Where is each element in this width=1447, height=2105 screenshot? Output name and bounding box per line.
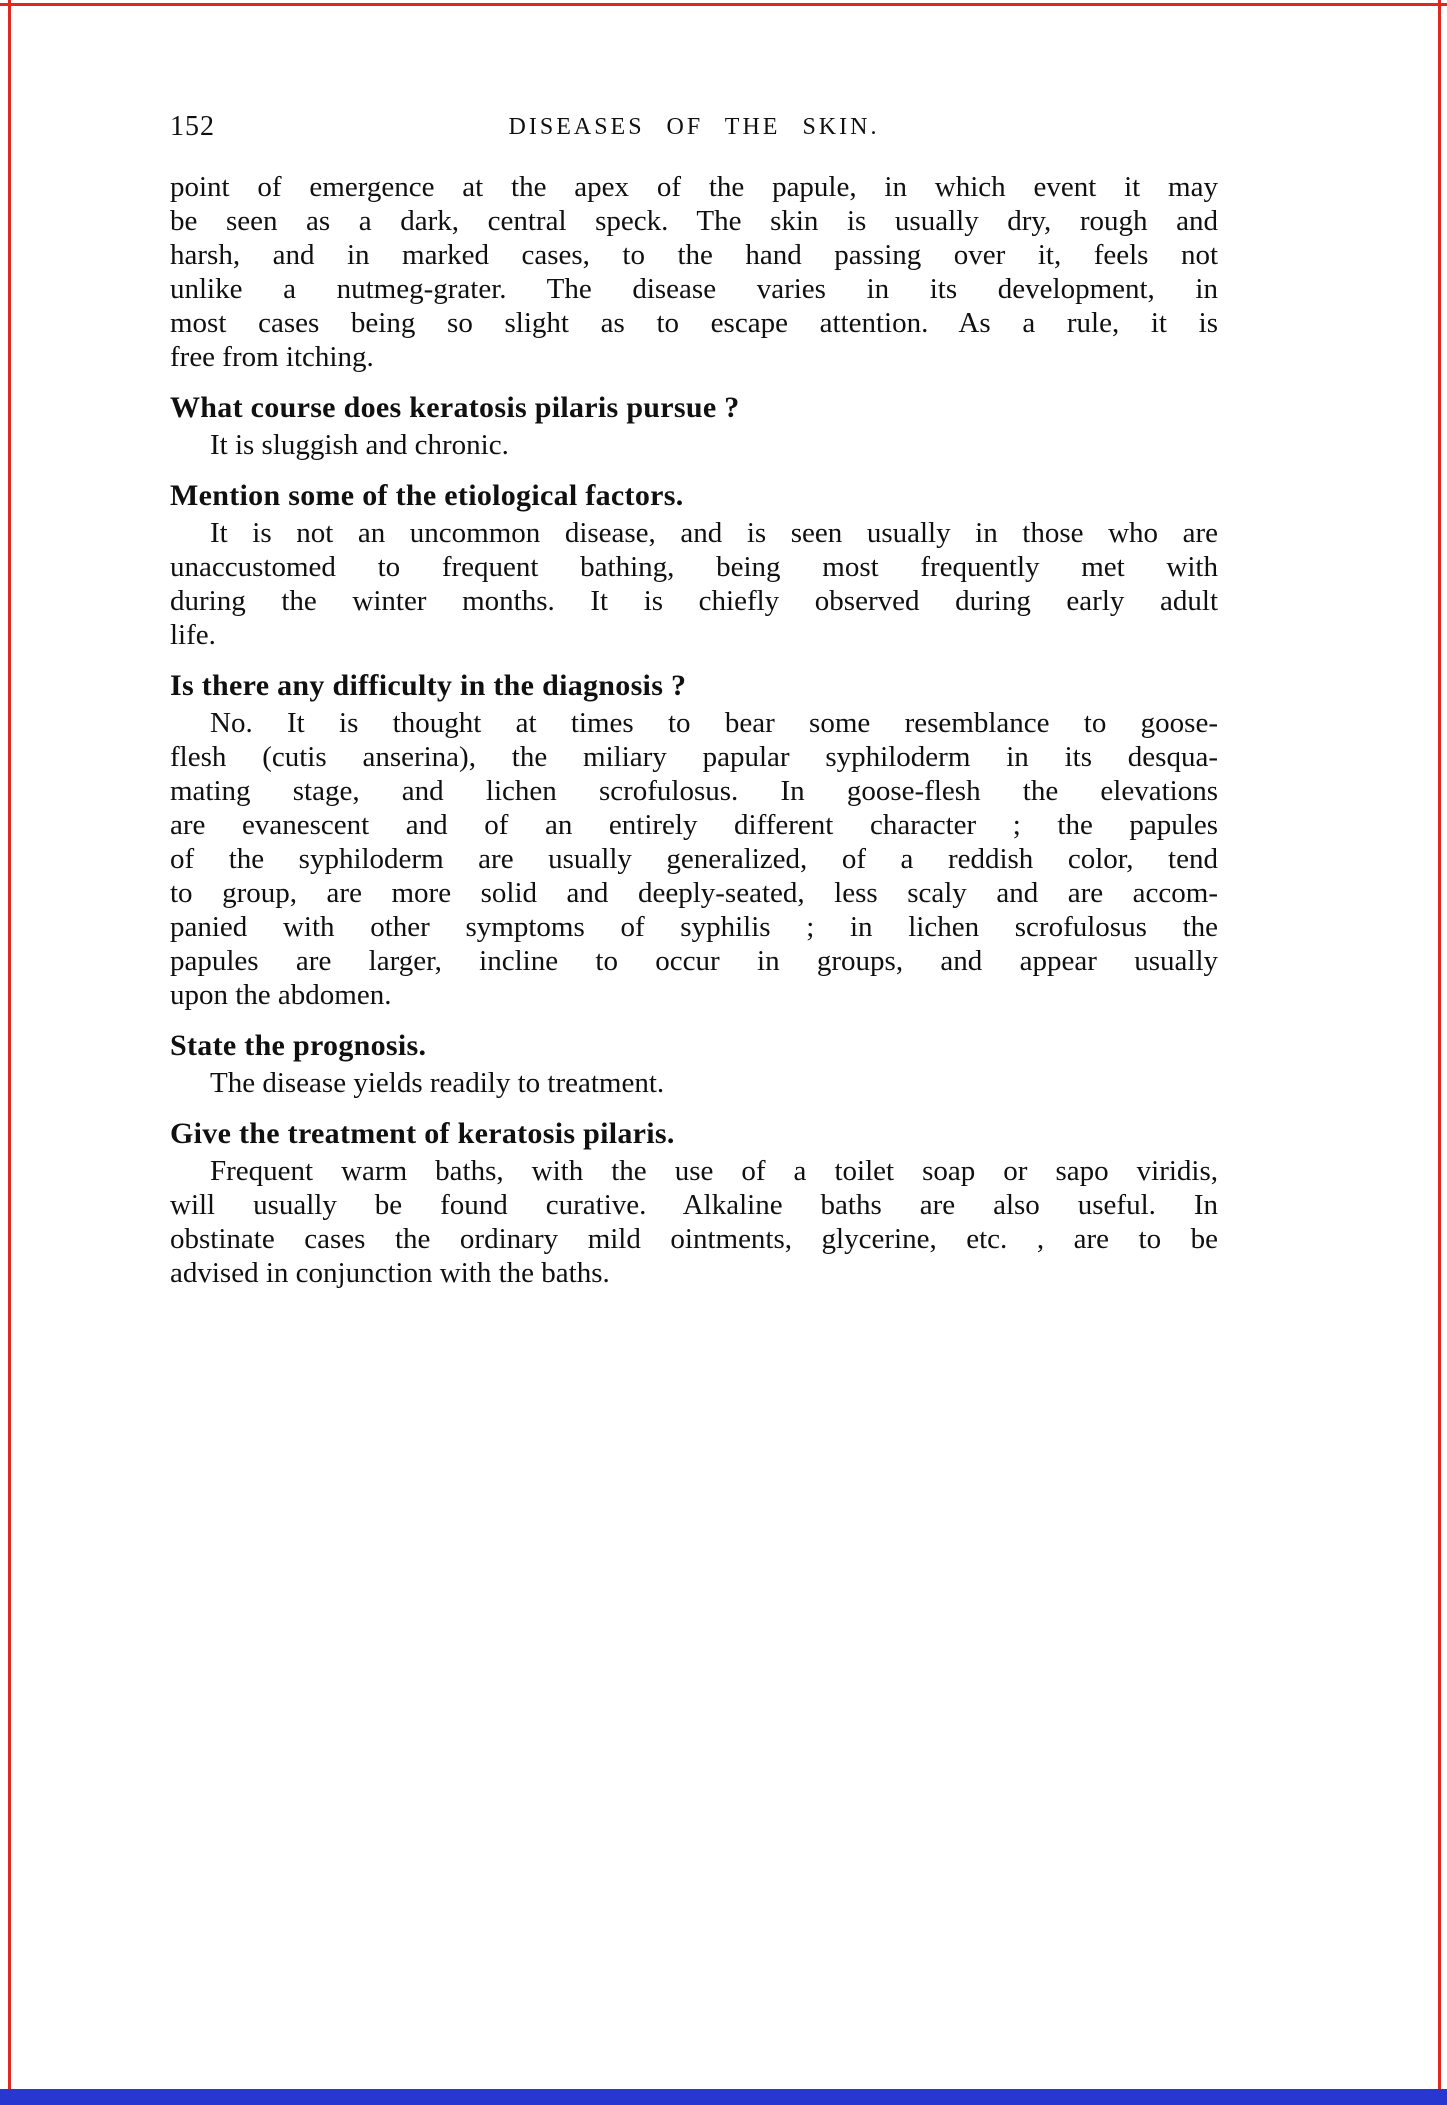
text-line: What course does keratosis pilaris pursue ? xyxy=(170,391,740,424)
page-header xyxy=(170,110,1218,148)
text-line: mating stage, and lichen scrofulosus. In goose-flesh the elevations xyxy=(170,775,1218,807)
running-title: DISEASES OF THE SKIN. xyxy=(508,114,880,140)
text-line: It is not an uncommon disease, and is seen usually in those who are xyxy=(210,517,1218,549)
text-line: panied with other symptoms of syphilis ; in lichen scrofulosus the xyxy=(170,911,1218,943)
text-line: State the prognosis. xyxy=(170,1029,427,1062)
question-heading xyxy=(170,669,1218,703)
text-line: Give the treatment of keratosis pilaris. xyxy=(170,1117,675,1150)
text-line: advised in conjunction with the baths. xyxy=(170,1257,610,1289)
text-line: free from itching. xyxy=(170,341,374,373)
text-line: to group, are more solid and deeply-seated, less scaly and are accom- xyxy=(170,877,1218,909)
text-line: will usually be found curative. Alkaline baths are also useful. In xyxy=(170,1189,1218,1221)
scan-border-bottom xyxy=(0,2089,1447,2105)
question-heading xyxy=(170,1117,1218,1151)
text-line: Is there any difficulty in the diagnosis ? xyxy=(170,669,687,702)
text-line: harsh, and in marked cases, to the hand passing over it, feels not xyxy=(170,239,1218,271)
text-line: life. xyxy=(170,619,216,651)
text-line: unaccustomed to frequent bathing, being most frequently met with xyxy=(170,551,1218,583)
text-paragraph xyxy=(170,1154,1218,1290)
question-heading xyxy=(170,391,1218,425)
text-line: point of emergence at the apex of the papule, in which event it may xyxy=(170,171,1218,203)
scan-border-right xyxy=(1438,0,1441,2089)
text-sections xyxy=(170,170,1218,1290)
text-line: No. It is thought at times to bear some resemblance to goose- xyxy=(210,707,1218,739)
question-heading xyxy=(170,1029,1218,1063)
text-line: Mention some of the etiological factors. xyxy=(170,479,684,512)
text-line: are evanescent and of an entirely different character ; the papules xyxy=(170,809,1218,841)
page-number: 152 xyxy=(170,111,215,142)
text-line: most cases being so slight as to escape attention. As a rule, it is xyxy=(170,307,1218,339)
question-heading xyxy=(170,479,1218,513)
text-paragraph xyxy=(170,170,1218,374)
text-line: papules are larger, incline to occur in groups, and appear usually xyxy=(170,945,1218,977)
text-line: be seen as a dark, central speck. The skin is usually dry, rough and xyxy=(170,205,1218,237)
text-line: Frequent warm baths, with the use of a toilet soap or sapo viridis, xyxy=(210,1155,1218,1187)
scan-border-top xyxy=(0,3,1447,6)
scan-border-left xyxy=(8,0,11,2089)
text-line: during the winter months. It is chiefly observed during early adult xyxy=(170,585,1218,617)
text-line: of the syphiloderm are usually generalized, of a reddish color, tend xyxy=(170,843,1218,875)
text-line: unlike a nutmeg-grater. The disease varies in its development, in xyxy=(170,273,1218,305)
text-line: upon the abdomen. xyxy=(170,979,392,1011)
text-line: It is sluggish and chronic. xyxy=(210,429,509,461)
text-paragraph xyxy=(170,516,1218,652)
text-line: obstinate cases the ordinary mild ointments, glycerine, etc. , are to be xyxy=(170,1223,1218,1255)
text-paragraph xyxy=(170,428,1218,462)
text-paragraph xyxy=(170,706,1218,1012)
text-paragraph xyxy=(170,1066,1218,1100)
book-page xyxy=(170,110,1218,1290)
text-line: flesh (cutis anserina), the miliary papular syphiloderm in its desqua- xyxy=(170,741,1218,773)
text-line: The disease yields readily to treatment. xyxy=(210,1067,665,1099)
